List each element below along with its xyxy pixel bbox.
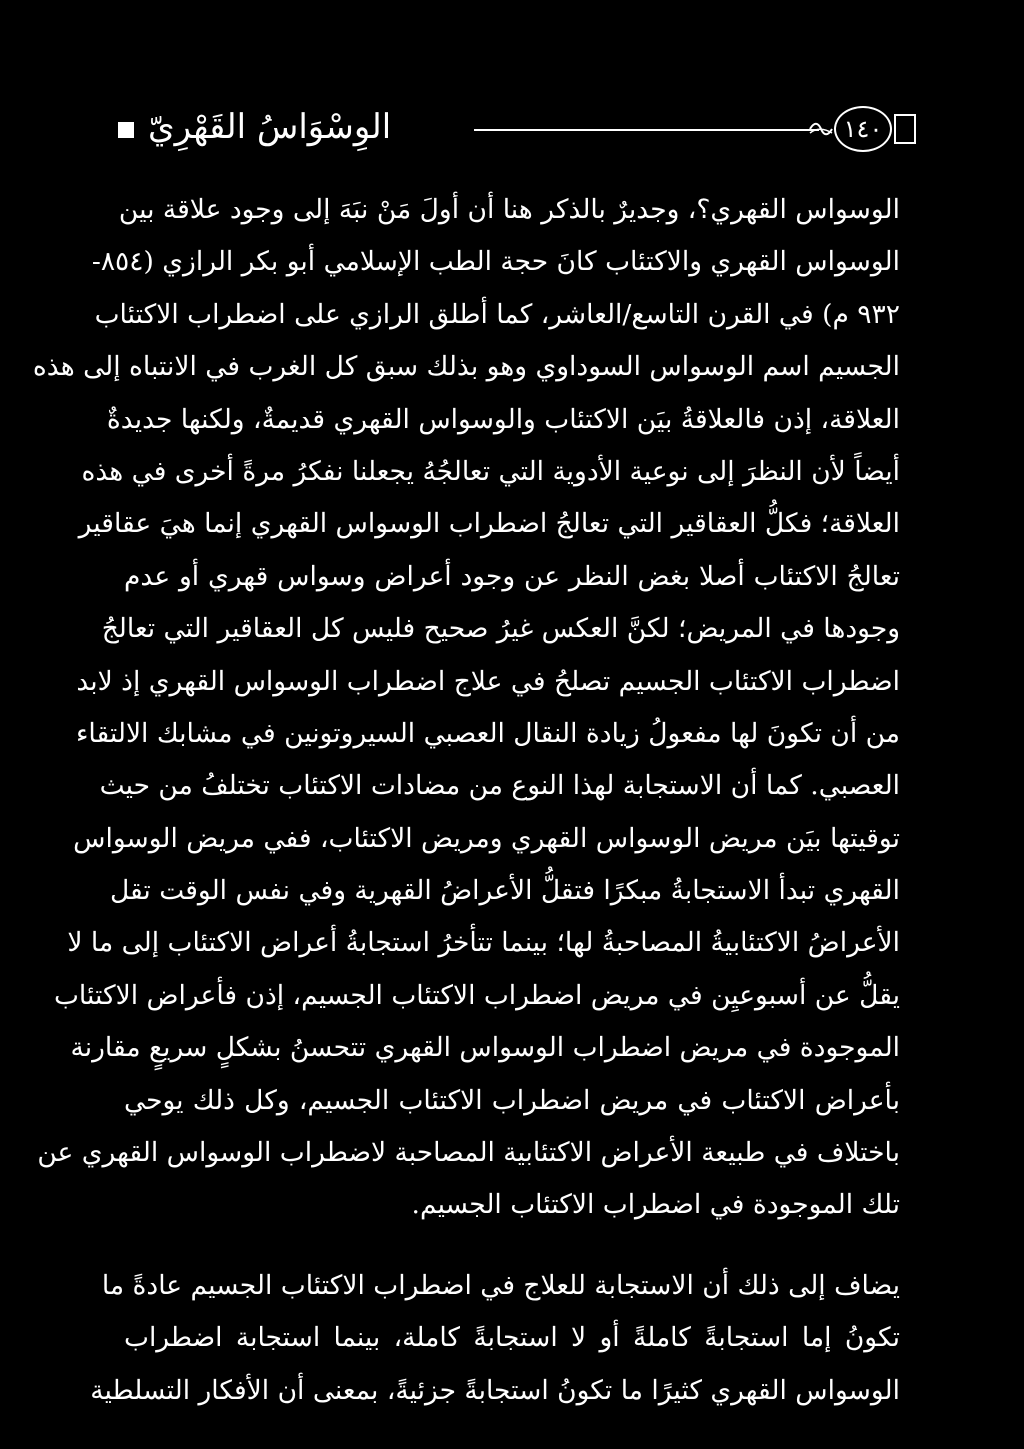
paragraph-1 xyxy=(32,184,900,1232)
text-line: العلاقة؛ فكلُّ العقاقير التي تعالجُ اضطراب الوسواس القهري إنما هيَ عقاقير xyxy=(78,508,900,540)
body-text xyxy=(32,184,900,1417)
text-line: باختلاف في طبيعة الأعراض الاكتئابية المصاحبة لاضطراب الوسواس القهري عن xyxy=(37,1137,900,1169)
frame-ornament-icon xyxy=(894,114,916,144)
text-line: الموجودة في مريض اضطراب الوسواس القهري تتحسنُ بشكلٍ سريعٍ مقارنة xyxy=(70,1032,900,1064)
ornament-icon xyxy=(808,120,834,138)
paragraph-2 xyxy=(90,1260,900,1417)
text-line: يضاف إلى ذلك أن الاستجابة للعلاج في اضطراب الاكتئاب الجسيم عادةً ما xyxy=(101,1269,900,1301)
text-line: العلاقة، إذن فالعلاقةُ بيَن الاكتئاب والوسواس القهري قديمةٌ، ولكنها جديدةٌ xyxy=(106,403,900,435)
text-line: الوسواس القهري كثيرًا ما تكونُ استجابةً جزئيةً، بمعنى أن الأفكار التسلطية xyxy=(90,1374,900,1406)
text-line: من أن تكونَ لها مفعولُ زيادة النقال العصبي السيروتونين في مشابك الالتقاء xyxy=(75,717,900,749)
header-rule xyxy=(474,129,819,131)
text-line: بأعراض الاكتئاب في مريض اضطراب الاكتئاب الجسيم، وكل ذلك يوحي xyxy=(124,1084,900,1116)
text-line: تلك الموجودة في اضطراب الاكتئاب الجسيم. xyxy=(411,1189,900,1221)
running-title: الوِسْوَاسُ القَهْرِيّ xyxy=(148,107,392,147)
text-line: الوسواس القهري والاكتئاب كانَ حجة الطب الإسلامي أبو بكر الرازي (٨٥٤- xyxy=(91,246,900,278)
text-line: ٩٣٢ م) في القرن التاسع/العاشر، كما أطلق الرازي على اضطراب الاكتئاب xyxy=(94,298,900,330)
text-line: وجودها في المريض؛ لكنَّ العكس غيرُ صحيح فليس كل العقاقير التي تعالجُ xyxy=(101,613,900,645)
page-header xyxy=(118,100,904,156)
text-line: الأعراضُ الاكتئابيةُ المصاحبةُ لها؛ بينما تتأخرُ استجابةُ أعراض الاكتئاب إلى ما لا xyxy=(67,927,900,959)
text-line: تكونُ إما استجابةً كاملةً أو لا استجابةً كاملة، بينما استجابة اضطراب xyxy=(124,1322,900,1354)
text-line: أيضاً لأن النظرَ إلى نوعية الأدوية التي تعالجُهُ يجعلنا نفكرُ مرةً أخرى في هذه xyxy=(81,455,900,487)
page-number: ١٤٠ xyxy=(834,106,892,152)
text-line: يقلُّ عن أسبوعيِن في مريض اضطراب الاكتئاب الجسيم، إذن فأعراض الاكتئاب xyxy=(53,979,900,1011)
text-line: تعالجُ الاكتئاب أصلا بغض النظر عن وجود أعراض وسواس قهري أو عدم xyxy=(124,560,900,592)
square-bullet-icon xyxy=(118,122,134,138)
text-line: توقيتها بيَن مريض الوسواس القهري ومريض الاكتئاب، ففي مريض الوسواس xyxy=(73,822,900,854)
text-line: اضطراب الاكتئاب الجسيم تصلحُ في علاج اضطراب الوسواس القهري إذ لابد xyxy=(76,665,900,697)
text-line: القهري تبدأ الاستجابةُ مبكرًا فتقلُّ الأعراضُ القهرية وفي نفس الوقت تقل xyxy=(109,875,900,907)
text-line: العصبي. كما أن الاستجابة لهذا النوع من مضادات الاكتئاب تختلفُ من حيث xyxy=(99,770,900,802)
text-line: الوسواس القهري؟، وجديرٌ بالذكر هنا أن أولَ مَنْ نبَهَ إلى وجود علاقة بين xyxy=(118,194,900,225)
text-line: الجسيم اسم الوسواس السوداوي وهو بذلك سبق كل الغرب في الانتباه إلى هذه xyxy=(32,351,900,383)
paragraph-gap xyxy=(124,1232,900,1260)
